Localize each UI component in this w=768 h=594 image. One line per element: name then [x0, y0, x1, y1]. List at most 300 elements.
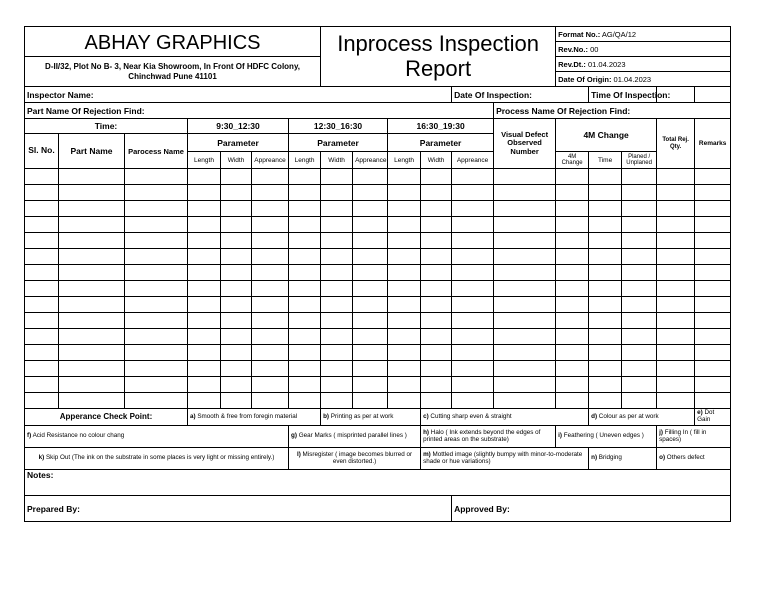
check-point-e: e) Dot Gain [695, 409, 731, 426]
table-cell[interactable] [25, 313, 59, 329]
table-cell[interactable] [657, 233, 695, 249]
table-cell[interactable] [388, 377, 421, 393]
table-cell[interactable] [321, 265, 353, 281]
table-cell[interactable] [188, 393, 221, 409]
table-cell[interactable] [388, 217, 421, 233]
table-cell[interactable] [589, 249, 622, 265]
table-cell[interactable] [321, 249, 353, 265]
check-point-m: m) Mottled image (slightly bumpy with minor-to-moderate shade or hue variations) [421, 448, 589, 470]
remarks-header: Remarks [695, 119, 731, 169]
table-cell[interactable] [388, 297, 421, 313]
table-cell[interactable] [622, 217, 657, 233]
parameter-header-3: Parameter [388, 134, 494, 152]
table-cell[interactable] [59, 313, 125, 329]
table-cell[interactable] [589, 217, 622, 233]
table-cell[interactable] [589, 265, 622, 281]
table-cell[interactable] [589, 297, 622, 313]
table-cell[interactable] [188, 377, 221, 393]
table-cell[interactable] [353, 201, 388, 217]
table-cell[interactable] [221, 297, 252, 313]
table-cell[interactable] [452, 313, 494, 329]
table-cell[interactable] [494, 329, 556, 345]
table-cell[interactable] [494, 169, 556, 185]
table-cell[interactable] [125, 169, 188, 185]
table-cell[interactable] [695, 377, 731, 393]
table-cell[interactable] [125, 361, 188, 377]
table-cell[interactable] [452, 297, 494, 313]
table-cell[interactable] [59, 329, 125, 345]
table-cell[interactable] [188, 185, 221, 201]
table-cell[interactable] [321, 329, 353, 345]
table-cell[interactable] [622, 377, 657, 393]
table-cell[interactable] [221, 329, 252, 345]
table-cell[interactable] [589, 361, 622, 377]
table-cell[interactable] [657, 281, 695, 297]
table-cell[interactable] [289, 201, 321, 217]
table-cell[interactable] [321, 361, 353, 377]
table-cell[interactable] [221, 313, 252, 329]
table-cell[interactable] [252, 249, 289, 265]
table-cell[interactable] [321, 377, 353, 393]
table-cell[interactable] [25, 233, 59, 249]
param-width-3: Width [421, 152, 452, 169]
table-cell[interactable] [321, 233, 353, 249]
table-cell[interactable] [622, 297, 657, 313]
table-cell[interactable] [421, 281, 452, 297]
table-cell[interactable] [388, 201, 421, 217]
table-cell[interactable] [657, 169, 695, 185]
table-cell[interactable] [421, 297, 452, 313]
table-cell[interactable] [289, 233, 321, 249]
table-cell[interactable] [221, 249, 252, 265]
table-cell[interactable] [494, 281, 556, 297]
table-cell[interactable] [494, 297, 556, 313]
table-cell[interactable] [321, 169, 353, 185]
table-cell[interactable] [556, 345, 589, 361]
table-cell[interactable] [695, 393, 731, 409]
table-cell[interactable] [388, 345, 421, 361]
table-cell[interactable] [589, 313, 622, 329]
table-cell[interactable] [657, 329, 695, 345]
table-cell[interactable] [657, 201, 695, 217]
table-cell[interactable] [388, 233, 421, 249]
approved-by-field[interactable]: Approved By: [452, 496, 731, 522]
parameter-header-2: Parameter [289, 134, 388, 152]
table-cell[interactable] [695, 265, 731, 281]
check-point-c: c) Cutting sharp even & straight [421, 409, 589, 426]
table-cell[interactable] [125, 201, 188, 217]
table-cell[interactable] [221, 185, 252, 201]
table-cell[interactable] [556, 393, 589, 409]
table-cell[interactable] [452, 217, 494, 233]
table-cell[interactable] [289, 313, 321, 329]
table-row [25, 297, 731, 313]
table-cell[interactable] [252, 361, 289, 377]
table-cell[interactable] [589, 345, 622, 361]
table-cell[interactable] [695, 201, 731, 217]
table-cell[interactable] [25, 393, 59, 409]
table-cell[interactable] [657, 313, 695, 329]
table-cell[interactable] [556, 281, 589, 297]
table-cell[interactable] [556, 249, 589, 265]
table-cell[interactable] [125, 313, 188, 329]
table-cell[interactable] [657, 185, 695, 201]
table-cell[interactable] [252, 281, 289, 297]
table-cell[interactable] [252, 329, 289, 345]
table-cell[interactable] [657, 393, 695, 409]
inspector-name-label: Inspector Name: [25, 87, 452, 103]
table-cell[interactable] [494, 265, 556, 281]
table-cell[interactable] [695, 345, 731, 361]
table-cell[interactable] [25, 281, 59, 297]
table-cell[interactable] [589, 281, 622, 297]
table-cell[interactable] [125, 377, 188, 393]
table-cell[interactable] [221, 217, 252, 233]
table-cell[interactable] [59, 169, 125, 185]
table-cell[interactable] [321, 297, 353, 313]
table-cell[interactable] [188, 281, 221, 297]
table-cell[interactable] [353, 185, 388, 201]
table-cell[interactable] [421, 265, 452, 281]
table-cell[interactable] [452, 345, 494, 361]
table-cell[interactable] [125, 185, 188, 201]
table-cell[interactable] [695, 361, 731, 377]
table-cell[interactable] [556, 361, 589, 377]
table-cell[interactable] [622, 201, 657, 217]
table-cell[interactable] [388, 313, 421, 329]
table-cell[interactable] [452, 169, 494, 185]
table-cell[interactable] [556, 233, 589, 249]
table-cell[interactable] [125, 345, 188, 361]
table-cell[interactable] [125, 265, 188, 281]
table-cell[interactable] [494, 185, 556, 201]
table-cell[interactable] [388, 393, 421, 409]
table-cell[interactable] [388, 185, 421, 201]
table-cell[interactable] [657, 265, 695, 281]
table-cell[interactable] [221, 377, 252, 393]
table-cell[interactable] [59, 233, 125, 249]
table-cell[interactable] [59, 201, 125, 217]
table-cell[interactable] [421, 249, 452, 265]
table-cell[interactable] [221, 265, 252, 281]
table-row [25, 393, 731, 409]
table-cell[interactable] [353, 345, 388, 361]
table-cell[interactable] [252, 185, 289, 201]
table-cell[interactable] [421, 217, 452, 233]
table-cell[interactable] [289, 361, 321, 377]
table-cell[interactable] [252, 265, 289, 281]
table-cell[interactable] [353, 361, 388, 377]
table-cell[interactable] [321, 345, 353, 361]
table-cell[interactable] [657, 377, 695, 393]
table-cell[interactable] [589, 169, 622, 185]
param-width-2: Width [321, 152, 353, 169]
table-cell[interactable] [25, 361, 59, 377]
table-cell[interactable] [252, 169, 289, 185]
table-cell[interactable] [452, 329, 494, 345]
table-cell[interactable] [622, 393, 657, 409]
table-cell[interactable] [188, 249, 221, 265]
table-cell[interactable] [388, 361, 421, 377]
table-cell[interactable] [59, 345, 125, 361]
table-cell[interactable] [452, 377, 494, 393]
table-cell[interactable] [125, 217, 188, 233]
table-cell[interactable] [494, 201, 556, 217]
table-cell[interactable] [421, 329, 452, 345]
table-cell[interactable] [421, 201, 452, 217]
table-cell[interactable] [188, 265, 221, 281]
table-cell[interactable] [321, 185, 353, 201]
table-cell[interactable] [353, 377, 388, 393]
time-slot-2: 12:30_16:30 [289, 119, 388, 134]
table-cell[interactable] [59, 297, 125, 313]
time-slot-1: 9:30_12:30 [188, 119, 289, 134]
table-cell[interactable] [25, 169, 59, 185]
table-cell[interactable] [421, 377, 452, 393]
table-cell[interactable] [494, 361, 556, 377]
table-cell[interactable] [589, 377, 622, 393]
table-cell[interactable] [353, 329, 388, 345]
table-cell[interactable] [388, 249, 421, 265]
table-cell[interactable] [622, 233, 657, 249]
table-cell[interactable] [622, 249, 657, 265]
table-cell[interactable] [353, 265, 388, 281]
table-cell[interactable] [25, 329, 59, 345]
table-cell[interactable] [59, 361, 125, 377]
table-cell[interactable] [221, 233, 252, 249]
appearance-check-label: Apperance Check Point: [25, 409, 188, 426]
prepared-by-field[interactable]: Prepared By: [25, 496, 452, 522]
table-cell[interactable] [695, 233, 731, 249]
table-cell[interactable] [59, 185, 125, 201]
company-name: ABHAY GRAPHICS [25, 27, 321, 57]
table-cell[interactable] [589, 393, 622, 409]
table-cell[interactable] [421, 169, 452, 185]
table-cell[interactable] [321, 313, 353, 329]
table-cell[interactable] [494, 249, 556, 265]
table-cell[interactable] [452, 281, 494, 297]
table-cell[interactable] [25, 377, 59, 393]
check-point-i: i) Feathering ( Uneven edges ) [556, 426, 657, 448]
table-cell[interactable] [188, 345, 221, 361]
table-cell[interactable] [125, 249, 188, 265]
table-cell[interactable] [622, 345, 657, 361]
date-of-inspection-label: Date Of Inspection: [452, 87, 589, 103]
table-cell[interactable] [421, 361, 452, 377]
table-cell[interactable] [188, 217, 221, 233]
table-cell[interactable] [289, 217, 321, 233]
table-cell[interactable] [556, 297, 589, 313]
table-cell[interactable] [353, 393, 388, 409]
table-cell[interactable] [452, 233, 494, 249]
table-cell[interactable] [252, 313, 289, 329]
table-cell[interactable] [494, 377, 556, 393]
table-cell[interactable] [25, 201, 59, 217]
table-cell[interactable] [289, 265, 321, 281]
table-cell[interactable] [25, 185, 59, 201]
table-cell[interactable] [556, 185, 589, 201]
table-cell[interactable] [252, 201, 289, 217]
table-cell[interactable] [556, 201, 589, 217]
table-cell[interactable] [421, 393, 452, 409]
table-cell[interactable] [556, 377, 589, 393]
table-cell[interactable] [353, 297, 388, 313]
table-cell[interactable] [125, 393, 188, 409]
table-cell[interactable] [452, 393, 494, 409]
meta-date-of-origin: Date Of Origin: 01.04.2023 [556, 72, 731, 87]
table-cell[interactable] [657, 297, 695, 313]
table-cell[interactable] [59, 377, 125, 393]
table-cell[interactable] [289, 169, 321, 185]
table-cell[interactable] [452, 361, 494, 377]
param-appearance-3: Appreance [452, 152, 494, 169]
table-cell[interactable] [252, 217, 289, 233]
table-cell[interactable] [353, 169, 388, 185]
table-cell[interactable] [421, 313, 452, 329]
table-cell[interactable] [125, 297, 188, 313]
table-cell[interactable] [25, 217, 59, 233]
table-cell[interactable] [252, 345, 289, 361]
table-cell[interactable] [188, 169, 221, 185]
param-length-3: Length [388, 152, 421, 169]
table-cell[interactable] [556, 265, 589, 281]
table-cell[interactable] [589, 201, 622, 217]
table-cell[interactable] [589, 329, 622, 345]
table-cell[interactable] [421, 185, 452, 201]
check-point-n: n) Bridging [589, 448, 657, 470]
table-cell[interactable] [622, 169, 657, 185]
table-cell[interactable] [421, 345, 452, 361]
table-cell[interactable] [695, 313, 731, 329]
table-cell[interactable] [59, 393, 125, 409]
table-cell[interactable] [221, 345, 252, 361]
table-cell[interactable] [695, 329, 731, 345]
table-cell[interactable] [289, 393, 321, 409]
table-cell[interactable] [695, 169, 731, 185]
table-cell[interactable] [657, 361, 695, 377]
table-cell[interactable] [556, 329, 589, 345]
table-cell[interactable] [188, 329, 221, 345]
table-cell[interactable] [353, 249, 388, 265]
table-cell[interactable] [25, 297, 59, 313]
sl-no-header: Sl. No. [25, 134, 59, 169]
table-cell[interactable] [452, 185, 494, 201]
table-cell[interactable] [494, 233, 556, 249]
table-cell[interactable] [321, 281, 353, 297]
table-cell[interactable] [695, 249, 731, 265]
table-cell[interactable] [452, 201, 494, 217]
table-cell[interactable] [388, 329, 421, 345]
table-cell[interactable] [59, 249, 125, 265]
table-cell[interactable] [353, 217, 388, 233]
table-row [25, 265, 731, 281]
table-cell[interactable] [622, 313, 657, 329]
table-cell[interactable] [252, 233, 289, 249]
table-cell[interactable] [452, 265, 494, 281]
table-cell[interactable] [388, 169, 421, 185]
table-cell[interactable] [622, 265, 657, 281]
table-cell[interactable] [59, 217, 125, 233]
table-cell[interactable] [221, 169, 252, 185]
table-cell[interactable] [657, 345, 695, 361]
table-cell[interactable] [494, 393, 556, 409]
table-cell[interactable] [125, 233, 188, 249]
table-cell[interactable] [657, 249, 695, 265]
table-row [25, 345, 731, 361]
table-cell[interactable] [353, 233, 388, 249]
table-cell[interactable] [589, 185, 622, 201]
table-cell[interactable] [388, 265, 421, 281]
table-cell[interactable] [289, 185, 321, 201]
table-cell[interactable] [421, 233, 452, 249]
table-cell[interactable] [452, 249, 494, 265]
time-of-inspection-value-2[interactable] [695, 87, 731, 103]
table-cell[interactable] [695, 297, 731, 313]
table-cell[interactable] [556, 169, 589, 185]
table-cell[interactable] [353, 313, 388, 329]
table-cell[interactable] [289, 281, 321, 297]
table-cell[interactable] [622, 329, 657, 345]
table-cell[interactable] [188, 313, 221, 329]
table-cell[interactable] [494, 217, 556, 233]
table-cell[interactable] [289, 297, 321, 313]
table-cell[interactable] [353, 281, 388, 297]
table-cell[interactable] [556, 313, 589, 329]
table-cell[interactable] [289, 345, 321, 361]
table-cell[interactable] [289, 249, 321, 265]
table-cell[interactable] [25, 249, 59, 265]
table-cell[interactable] [289, 329, 321, 345]
table-cell[interactable] [252, 393, 289, 409]
table-cell[interactable] [556, 217, 589, 233]
table-cell[interactable] [252, 377, 289, 393]
table-cell[interactable] [221, 393, 252, 409]
table-cell[interactable] [622, 185, 657, 201]
table-cell[interactable] [695, 217, 731, 233]
table-cell[interactable] [188, 361, 221, 377]
table-cell[interactable] [188, 233, 221, 249]
table-cell[interactable] [657, 217, 695, 233]
table-cell[interactable] [589, 233, 622, 249]
table-cell[interactable] [289, 377, 321, 393]
table-cell[interactable] [59, 265, 125, 281]
table-row [25, 377, 731, 393]
table-cell[interactable] [188, 297, 221, 313]
table-cell[interactable] [622, 361, 657, 377]
table-cell[interactable] [188, 201, 221, 217]
notes-field[interactable]: Notes: [25, 470, 731, 496]
table-cell[interactable] [59, 281, 125, 297]
table-cell[interactable] [25, 265, 59, 281]
meta-rev-date: Rev.Dt.: 01.04.2023 [556, 57, 731, 72]
table-cell[interactable] [388, 281, 421, 297]
table-cell[interactable] [494, 313, 556, 329]
table-cell[interactable] [622, 281, 657, 297]
table-cell[interactable] [695, 185, 731, 201]
table-cell[interactable] [321, 393, 353, 409]
table-cell[interactable] [25, 345, 59, 361]
table-cell[interactable] [221, 201, 252, 217]
table-cell[interactable] [494, 345, 556, 361]
table-cell[interactable] [321, 201, 353, 217]
table-cell[interactable] [695, 281, 731, 297]
table-cell[interactable] [221, 361, 252, 377]
table-cell[interactable] [221, 281, 252, 297]
table-cell[interactable] [125, 329, 188, 345]
table-cell[interactable] [125, 281, 188, 297]
table-cell[interactable] [321, 217, 353, 233]
table-cell[interactable] [252, 297, 289, 313]
